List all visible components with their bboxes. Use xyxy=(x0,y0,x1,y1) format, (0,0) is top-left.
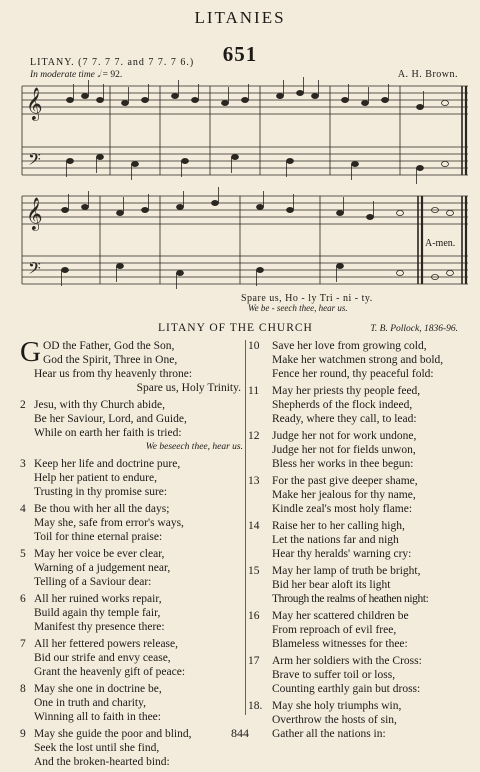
stanza-line: Raise her to her calling high, xyxy=(272,520,405,532)
stanza-line: May her lamp of truth be bright, xyxy=(272,565,421,577)
stanza-line: Bid her bear aloft its light xyxy=(272,579,391,591)
treble-clef-icon: 𝄞 xyxy=(26,197,43,230)
stanza-line: Blameless witnesses for thee: xyxy=(272,638,408,650)
notes xyxy=(62,77,454,289)
stanza-number: 15 xyxy=(248,565,260,577)
stanza-line: Judge her not for work undone, xyxy=(272,430,417,442)
stanza-line: Counting earthly gain but dross: xyxy=(272,683,421,695)
stanza-line: Make her jealous for thy name, xyxy=(272,489,416,501)
stanza-2 xyxy=(20,398,245,454)
stanza-7 xyxy=(20,637,245,679)
stanza-line: Grant the heavenly gift of peace: xyxy=(34,666,186,678)
stanza-line: Fence her round, thy peaceful fold: xyxy=(272,368,434,380)
stanza-number: 17 xyxy=(248,655,260,667)
stanza-number: 2 xyxy=(20,399,26,411)
stanza-line: Let the nations far and nigh xyxy=(272,534,399,546)
stanza-4 xyxy=(20,502,245,544)
music-score xyxy=(0,0,480,320)
stanza-line: Ready, where they call, to lead: xyxy=(272,413,417,425)
bass-clef-icon: 𝄢 xyxy=(28,149,41,173)
stanza-15 xyxy=(248,564,473,606)
column-divider xyxy=(245,340,246,715)
section-title: LITANIES xyxy=(194,8,286,27)
stanza-line: Bid our strife and envy cease, xyxy=(34,652,171,664)
stanza-3 xyxy=(20,457,245,499)
stanza-number: 16 xyxy=(248,610,260,622)
stanza-16 xyxy=(248,609,473,651)
stanza-line: May she one in doctrine be, xyxy=(34,683,162,695)
stanza-number: 3 xyxy=(20,458,26,470)
stanza-line: Save her love from growing cold, xyxy=(272,340,427,352)
stanza-line: Winning all to faith in thee: xyxy=(34,711,161,723)
stanza-line xyxy=(20,336,245,368)
stanza-line: Telling of a Saviour dear: xyxy=(34,576,152,588)
stanza-line: Jesu, with thy Church abide, xyxy=(34,399,165,411)
stanza-1 xyxy=(20,336,245,395)
stanza-8 xyxy=(20,682,245,724)
stanza-line: Kindle zeal's most holy flame: xyxy=(272,503,413,515)
stanza-line: Hear thy heralds' warning cry: xyxy=(272,548,412,560)
stanza-line: Bless her works in thee begun: xyxy=(272,458,414,470)
stanza-line: May she holy triumphs win, xyxy=(272,700,402,712)
stanza-line: May her voice be ever clear, xyxy=(34,548,165,560)
text-author: T. B. Pollock, 1836-96. xyxy=(370,324,458,334)
stanza-line: Help her patient to endure, xyxy=(34,472,157,484)
stanza-17 xyxy=(248,654,473,696)
stanza-line: One in truth and charity, xyxy=(34,697,146,709)
refrain-lyric: Spare us, Ho - ly Tri - ni - ty. xyxy=(241,293,373,304)
drop-cap: G xyxy=(20,336,41,368)
stanza-line: May she guide the poor and blind, xyxy=(34,728,192,740)
stanza-line: Be thou with her all the days; xyxy=(34,503,170,515)
stanza-number: 14 xyxy=(248,520,260,532)
composer: A. H. Brown. xyxy=(397,69,458,80)
stanza-line: Be her Saviour, Lord, and Guide, xyxy=(34,413,187,425)
tune-name: LITANY. xyxy=(30,57,75,68)
stanza-line: Arm her soldiers with the Cross: xyxy=(272,655,422,667)
stanzas-right-column xyxy=(248,339,473,744)
stanza-line: All her ruined works repair, xyxy=(34,593,162,605)
stanza-11 xyxy=(248,384,473,426)
amen-lyric: A-men. xyxy=(425,238,456,249)
stanza-line: For the past give deeper shame, xyxy=(272,475,418,487)
stanza-line: OD the Father, God the Son, xyxy=(42,340,175,352)
meter: (7 7. 7 7. and 7 7. 7 6.) xyxy=(78,57,195,68)
stanza-line: And the broken-hearted bind: xyxy=(34,756,170,768)
stanza-line: From reproach of evil free, xyxy=(272,624,397,636)
tempo-text: In moderate time xyxy=(30,70,95,80)
text-title: LITANY OF THE CHURCH xyxy=(158,322,313,334)
stanza-line: Manifest thy presence there: xyxy=(34,621,165,633)
stanza-line: May her priests thy people feed, xyxy=(272,385,421,397)
stanza-line: Hear us from thy heavenly throne: xyxy=(34,368,193,380)
stanza-line: Build again thy temple fair, xyxy=(34,607,161,619)
hymn-number: 651 xyxy=(222,42,258,66)
tempo-value: = 92. xyxy=(102,70,123,80)
stanza-line: Judge her not for fields unwon, xyxy=(272,444,416,456)
stanza-number: 13 xyxy=(248,475,260,487)
stanza-line: While on earth her faith is tried: xyxy=(34,427,182,439)
stanza-number: 10 xyxy=(248,340,260,352)
stanza-number: 12 xyxy=(248,430,260,442)
stanza-line: Warning of a judgement near, xyxy=(34,562,171,574)
stanza-line: Toil for thine eternal praise: xyxy=(34,531,163,543)
stanza-number: 11 xyxy=(248,385,260,397)
stanza-number: 18. xyxy=(248,700,263,712)
stanza-line: Brave to suffer toil or loss, xyxy=(272,669,396,681)
stanza-line: God the Spirit, Three in One, xyxy=(42,354,178,366)
stanza-line: Make her watchmen strong and bold, xyxy=(272,354,444,366)
page-number: 844 xyxy=(231,726,249,740)
bass-clef-icon: 𝄢 xyxy=(28,258,41,282)
stanza-number: 9 xyxy=(20,728,26,740)
stanzas-left-column xyxy=(20,336,245,772)
stanza-5 xyxy=(20,547,245,589)
stanza-line: Shepherds of the flock indeed, xyxy=(272,399,413,411)
refrain-alt-lyric: We be - seech thee, hear us. xyxy=(248,303,348,313)
stanza-14 xyxy=(248,519,473,561)
stanza-line: Overthrow the hosts of sin, xyxy=(272,714,397,726)
treble-clef-icon: 𝄞 xyxy=(26,87,43,120)
stanza-6 xyxy=(20,592,245,634)
clefs xyxy=(26,87,43,282)
stanza-line: Seek the lost until she find, xyxy=(34,742,160,754)
stanza-13 xyxy=(248,474,473,516)
stanza-response: Spare us, Holy Trinity. xyxy=(136,382,241,394)
stanza-10 xyxy=(248,339,473,381)
stanza-line: May she, safe from error's ways, xyxy=(34,517,184,529)
stanza-12 xyxy=(248,429,473,471)
half-note-icon: 𝅗𝅥 xyxy=(97,70,101,80)
stanza-line: All her fettered powers release, xyxy=(34,638,178,650)
stanza-line: Trusting in thy promise sure: xyxy=(34,486,168,498)
stanza-line: May her scattered children be xyxy=(272,610,409,622)
stanza-number: 8 xyxy=(20,683,26,695)
stanza-line: Keep her life and doctrine pure, xyxy=(34,458,181,470)
stanza-number: 5 xyxy=(20,548,26,560)
stanza-response: We beseech thee, hear us. xyxy=(145,442,243,452)
stanza-line: Through the realms of heathen night: xyxy=(272,593,429,605)
stanza-number: 7 xyxy=(20,638,26,650)
stanza-number: 4 xyxy=(20,503,26,515)
stanza-line: Gather all the nations in: xyxy=(272,728,386,740)
stanza-number: 6 xyxy=(20,593,26,605)
